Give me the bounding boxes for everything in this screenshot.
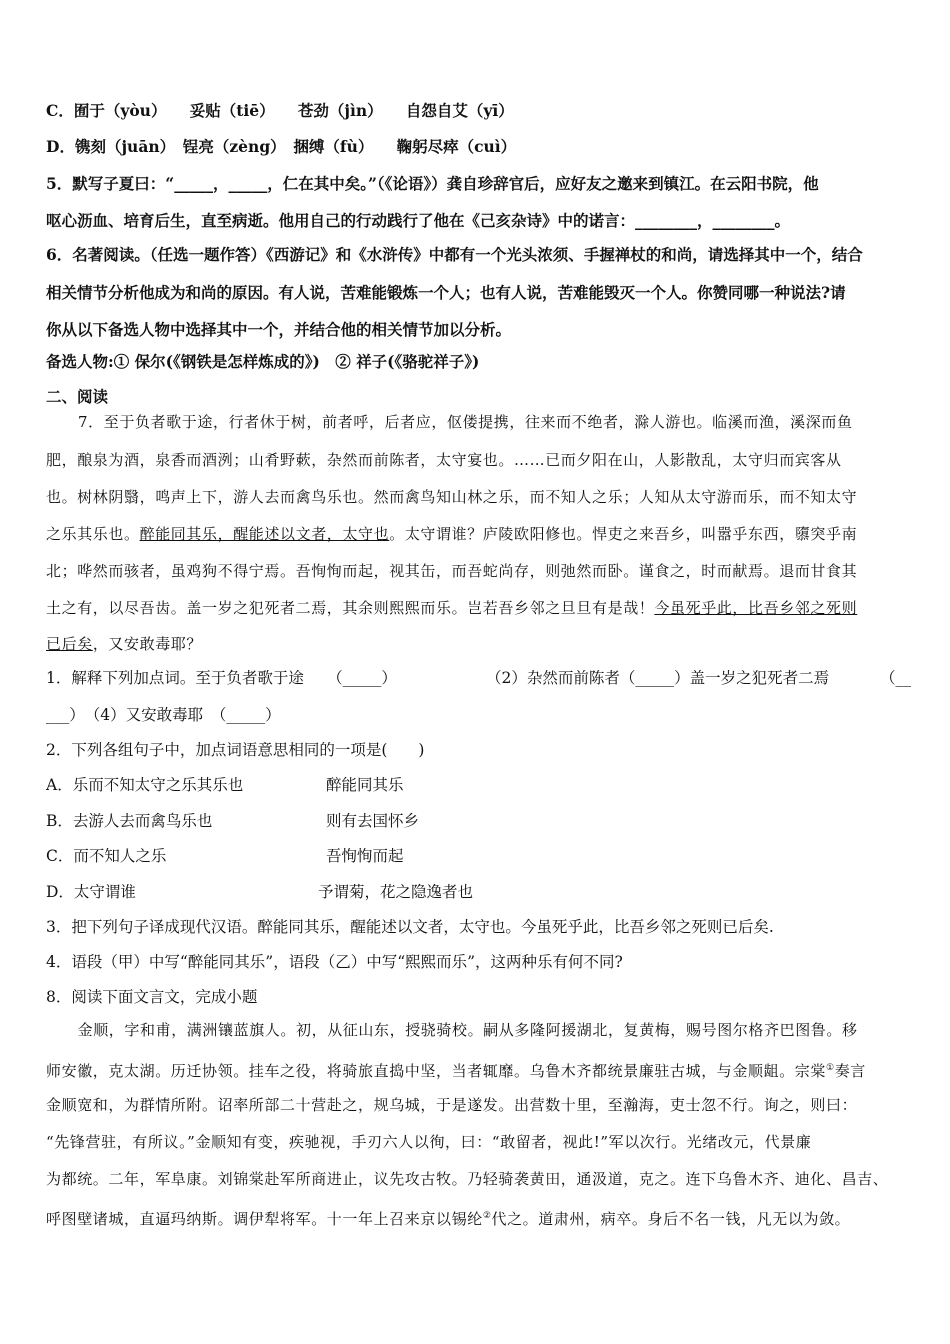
q7-passage-line-4 [46,524,904,544]
q8-passage-line-2 [46,1058,904,1081]
footnote-marker-2: ② [482,1211,492,1221]
question-6-candidates: 备选人物:① 保尔(《钢铁是怎样炼成的》) ② 祥子(《骆驼祥子》) [46,352,480,371]
q8-passage-line-4: “先锋营驻，有所议。”金顺知有变，疾驰视，手刃六人以徇，曰：“敢留者，视此!”军以次行。光绪改元，代景廉 [46,1133,812,1151]
option-c: C．囿于（yòu） 妥贴（tiē） 苍劲（jìn） 自怨自艾（yī） [46,101,514,120]
q7-option-d-right: 予谓菊，花之隐逸者也 [318,883,474,901]
q7-passage-line-7 [46,634,202,654]
q7-line4-start: 之乐其乐也。 [46,525,140,543]
question-6-line-3: 你从以下备选人物中选择其中一个，并结合他的相关情节加以分析。 [46,320,512,339]
question-5-line-2: 呕心沥血、培育后生，直至病逝。他用自己的行动践行了他在《己亥杂诗》中的诺言：________，________。 [46,211,791,230]
q7-passage-line-5: 北；哗然而骇者，虽鸡狗不得宁焉。吾恂恂而起，视其缶，而吾蛇尚存，则弛然而卧。谨食之，时而献焉。退而甘食其 [46,562,858,580]
q7-passage-line-3: 也。树林阴翳，鸣声上下，游人去而禽鸟乐也。然而禽鸟知山林之乐，而不知人之乐；人知从太守游而乐，而不知太守 [46,488,858,506]
q7-option-b-right: 则有去国怀乡 [326,812,420,830]
q7-option-c-right: 吾恂恂而起 [326,847,404,865]
q7-option-a-right: 醉能同其乐 [326,776,404,794]
q8-line6-text: 呼图壁诸城，直逼玛纳斯。调伊犁将军。十一年上召来京以锡纶 [46,1210,483,1228]
section-reading-title: 二、阅读 [46,387,109,406]
q7-sub-1: 1．解释下列加点词。至于负者歌于途 （_____） [46,669,397,687]
q8-passage-line-1: 金顺，字和甫，满洲镶蓝旗人。初，从征山东，授骁骑校。嗣从多隆阿援湖北，复黄梅，赐号图尔格齐巴图鲁。移 [62,1021,858,1039]
question-5-line-1: 5．默写子夏曰：“_____，_____，仁在其中矣。”（《论语》）龚自珍辞官后，应好友之邀来到镇江。在云阳书院，他 [46,174,819,193]
q7-underlined-sentence-2-end: 已后矣 [46,635,93,653]
q7-passage-line-1: 7．至于负者歌于途，行者休于树，前者呼，后者应，伛偻提携，往来而不绝者，滁人游也。临溪而渔，溪深而鱼 [78,413,853,431]
q7-question-4: 4．语段（甲）中写“醉能同其乐”，语段（乙）中写“熙熙而乐”，这两种乐有何不同? [46,953,623,971]
q8-line2-text: 师安徽，克太湖。历迁协领。挂车之役，将骑旅直捣中坚，当者辄靡。乌鲁木齐都统景廉驻古城，与金顺龃。宗棠 [46,1062,827,1080]
question-6-line-2: 相关情节分析他成为和尚的原因。有人说，苦难能锻炼一个人；也有人说，苦难能毁灭一个人。你赞同哪一种说法?请 [46,283,846,302]
q7-underlined-sentence-2: 今虽死乎此，比吾乡邻之死则 [654,599,858,617]
q7-sub-2-3: （2）杂然而前陈者（_____）盖一岁之犯死者二焉 [486,669,830,687]
q8-title: 8．阅读下面文言文，完成小题 [46,988,258,1006]
q8-line6-end: 代之。道肃州，病卒。身后不名一钱，凡无以为敛。 [491,1210,851,1228]
q7-option-b-left: B．去游人去而禽鸟乐也 [46,812,213,830]
q7-underlined-sentence-1: 醉能同其乐，醒能述以文者，太守也 [139,525,390,543]
q7-line7-end: ，又安敢毒耶？ [92,635,203,653]
footnote-marker-1: ① [826,1063,835,1073]
question-6-line-1: 6．名著阅读。（任选一题作答）《西游记》和《水浒传》中都有一个光头浓须、手握禅杖的和尚，请选择其中一个，结合 [46,245,863,264]
q7-question-3: 3．把下列句子译成现代汉语。醉能同其乐，醒能述以文者，太守也。今虽死乎此，比吾乡邻之死则已后矣. [46,918,774,936]
q8-line2-end: 奏言 [834,1062,866,1080]
q7-option-a-left: A．乐而不知太守之乐其乐也 [46,776,244,794]
q7-question-2: 2．下列各组句子中，加点词语意思相同的一项是( ) [46,741,425,759]
q7-passage-line-6 [46,598,904,618]
q8-passage-line-5: 为都统。二年，军阜康。刘锦棠赴军所商进止，议先攻古牧。乃轻骑袭黄田，通汲道，克之。连下乌鲁木齐、迪化、昌吉、 [46,1170,889,1188]
q8-passage-line-3: 金顺宽和，为群情所附。诏率所部二十营赴之，规乌城，于是遂发。出营数十里，至瀚海，吏士忽不行。询之，则曰： [46,1096,858,1114]
option-d: D．镌刻（juān） 锃亮（zèng） 捆缚（fù） 鞠躬尽瘁（cuì） [46,137,517,156]
q7-passage-line-2: 肥，酿泉为酒，泉香而酒洌；山肴野蔌，杂然而前陈者，太守宴也。……已而夕阳在山，人影散乱，太守归而宾客从 [46,451,842,469]
q7-line6-start: 土之有，以尽吾齿。盖一岁之犯死者二焉，其余则熙熙而乐。岂若吾乡邻之旦旦有是哉！ [46,599,655,617]
q7-line4-end: 。太守谓谁？庐陵欧阳修也。悍吏之来吾乡，叫嚣乎东西，隳突乎南 [389,525,858,543]
q8-passage-line-6 [46,1206,904,1229]
q7-option-d-left: D．太守谓谁 [46,883,136,901]
q7-sub-4: ___） （4）又安敢毒耶 （_____） [46,706,281,724]
q7-sub-3-blank: （__ [880,669,912,687]
q7-option-c-left: C．而不知人之乐 [46,847,167,865]
